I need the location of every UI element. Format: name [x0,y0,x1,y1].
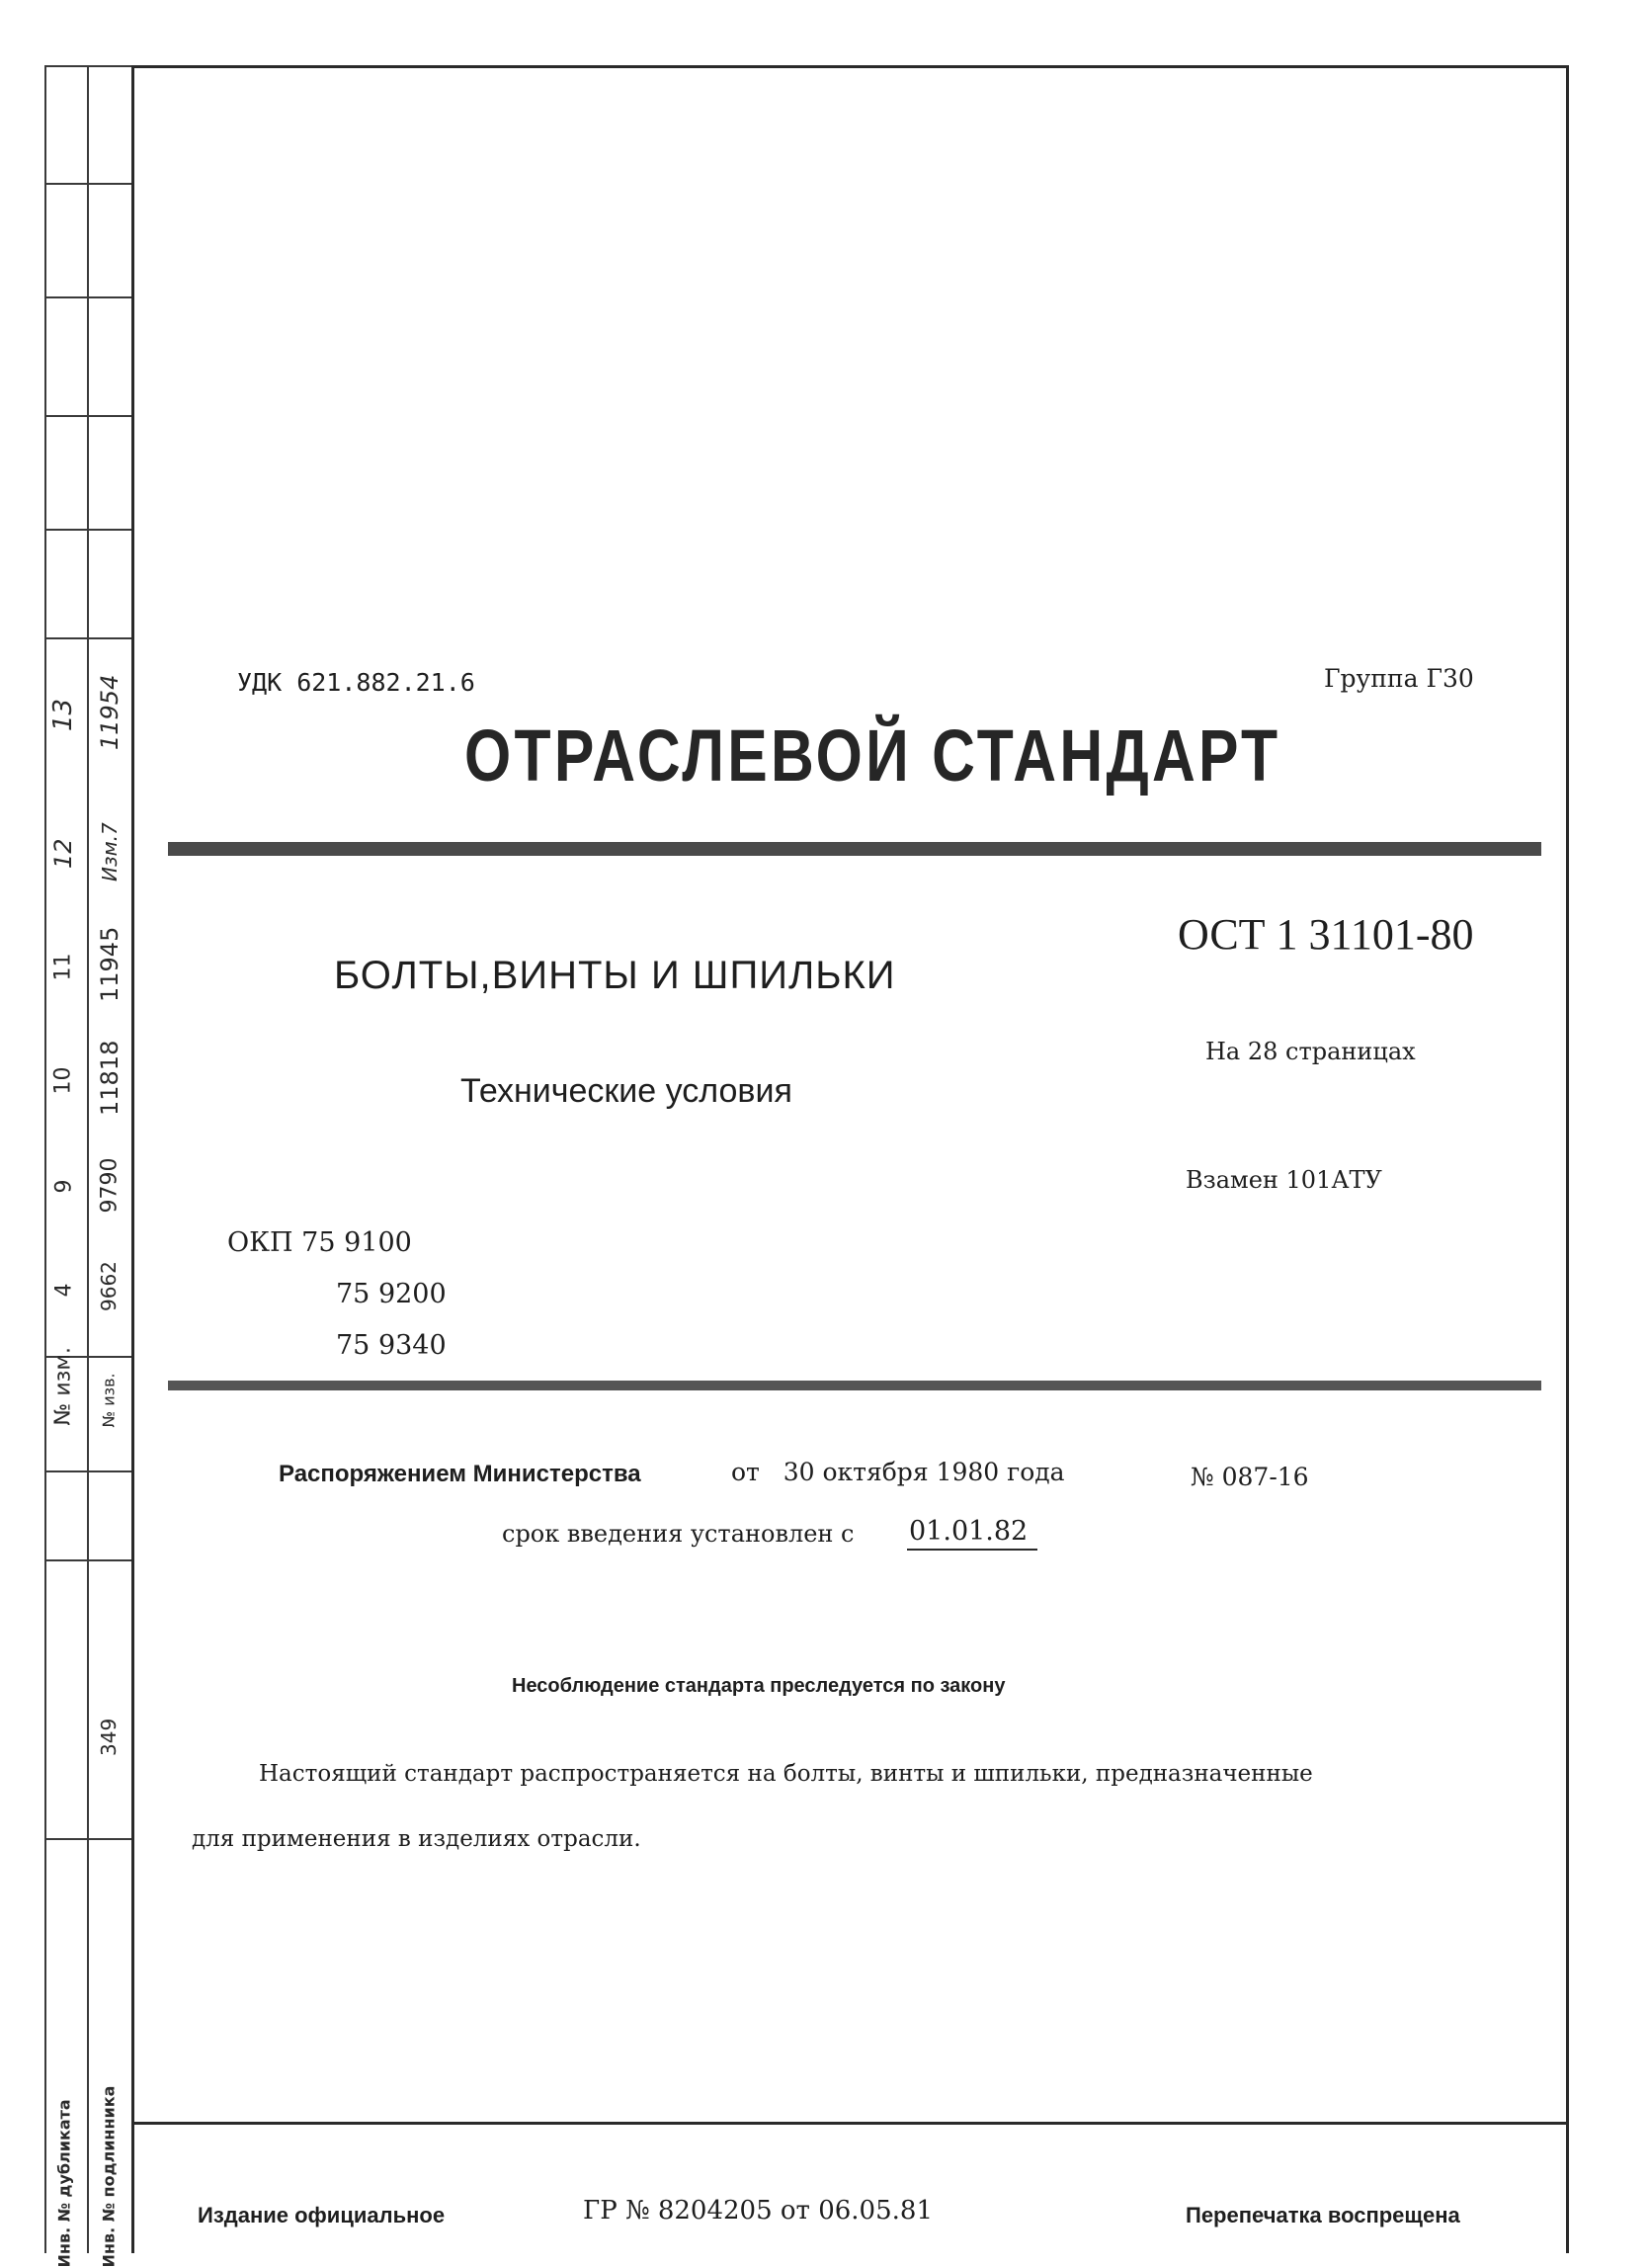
change-label: № изм. [50,1347,76,1426]
product-name: БОЛТЫ,ВИНТЫ И ШПИЛЬКИ [334,954,896,997]
product-subtitle: Технические условия [460,1072,792,1110]
okp-code: 75 9340 [336,1330,447,1361]
margin-line [44,637,131,639]
margin-line [44,1559,131,1561]
scope-text: Настоящий стандарт распространяется на болты, винты и шпильки, предназначенные [259,1761,1313,1787]
legal-notice: Несоблюдение стандарта преследуется по закону [512,1675,1006,1697]
group-code: Группа Г30 [1324,664,1474,693]
margin-line [44,415,131,417]
okp-code: 75 9200 [336,1279,447,1309]
margin-line [44,1470,131,1472]
replaces-note: Взамен 101АТУ [1186,1166,1382,1194]
inv-orig-label: Инв. № подлинника [99,2085,119,2268]
footer-rule [131,2122,1569,2125]
page-count: На 28 страницах [1205,1038,1416,1065]
edition-label: Издание официальное [198,2203,446,2227]
page-title: ОТРАСЛЕВОЙ СТАНДАРТ [464,714,1281,797]
margin-line [44,296,131,298]
doc-number: 11945 [96,926,124,1002]
inv-dup-label: Инв. № дубликата [54,2099,74,2268]
change-number: 9 [51,1179,77,1194]
udk-code: УДК 621.882.21.6 [237,668,475,697]
doc-number: 9662 [97,1261,121,1311]
order-number: № 087-16 [1191,1463,1309,1491]
margin-line [44,529,131,531]
reprint-note: Перепечатка воспрещена [1186,2203,1460,2227]
scope-text: для применения в изделиях отрасли. [192,1826,641,1852]
intro-label: срок введения установлен с [502,1520,855,1548]
change-number: 10 [50,1066,76,1095]
standard-number: ОСТ 1 31101-80 [1178,910,1474,959]
okp-rule [168,1381,1541,1390]
ministry-order: Распоряжением Министерства [279,1461,641,1487]
order-date: от 30 октября 1980 года [731,1458,1065,1486]
change-number: 13 [48,698,78,731]
margin-line [87,65,89,2253]
margin-line [44,65,131,67]
change-number: 11 [50,953,76,981]
doc-number: 9790 [97,1157,123,1214]
doc-number: Изм.7 [98,822,122,882]
change-number: 12 [49,838,77,869]
margin-line [44,65,46,2253]
doc-number: 11954 [96,674,124,750]
intro-date: 01.01.82 [907,1516,1037,1551]
doc-label: № изв. [99,1373,119,1428]
title-rule [168,842,1541,856]
margin-line [44,183,131,185]
doc-number: 11818 [96,1040,124,1116]
registration-number: ГР № 8204205 от 06.05.81 [583,2196,933,2226]
margin-line [44,1838,131,1840]
page-frame [131,65,1569,2253]
okp-code: ОКП 75 9100 [227,1227,412,1258]
inv-number: 349 [97,1718,121,1756]
change-number: 4 [51,1283,77,1298]
